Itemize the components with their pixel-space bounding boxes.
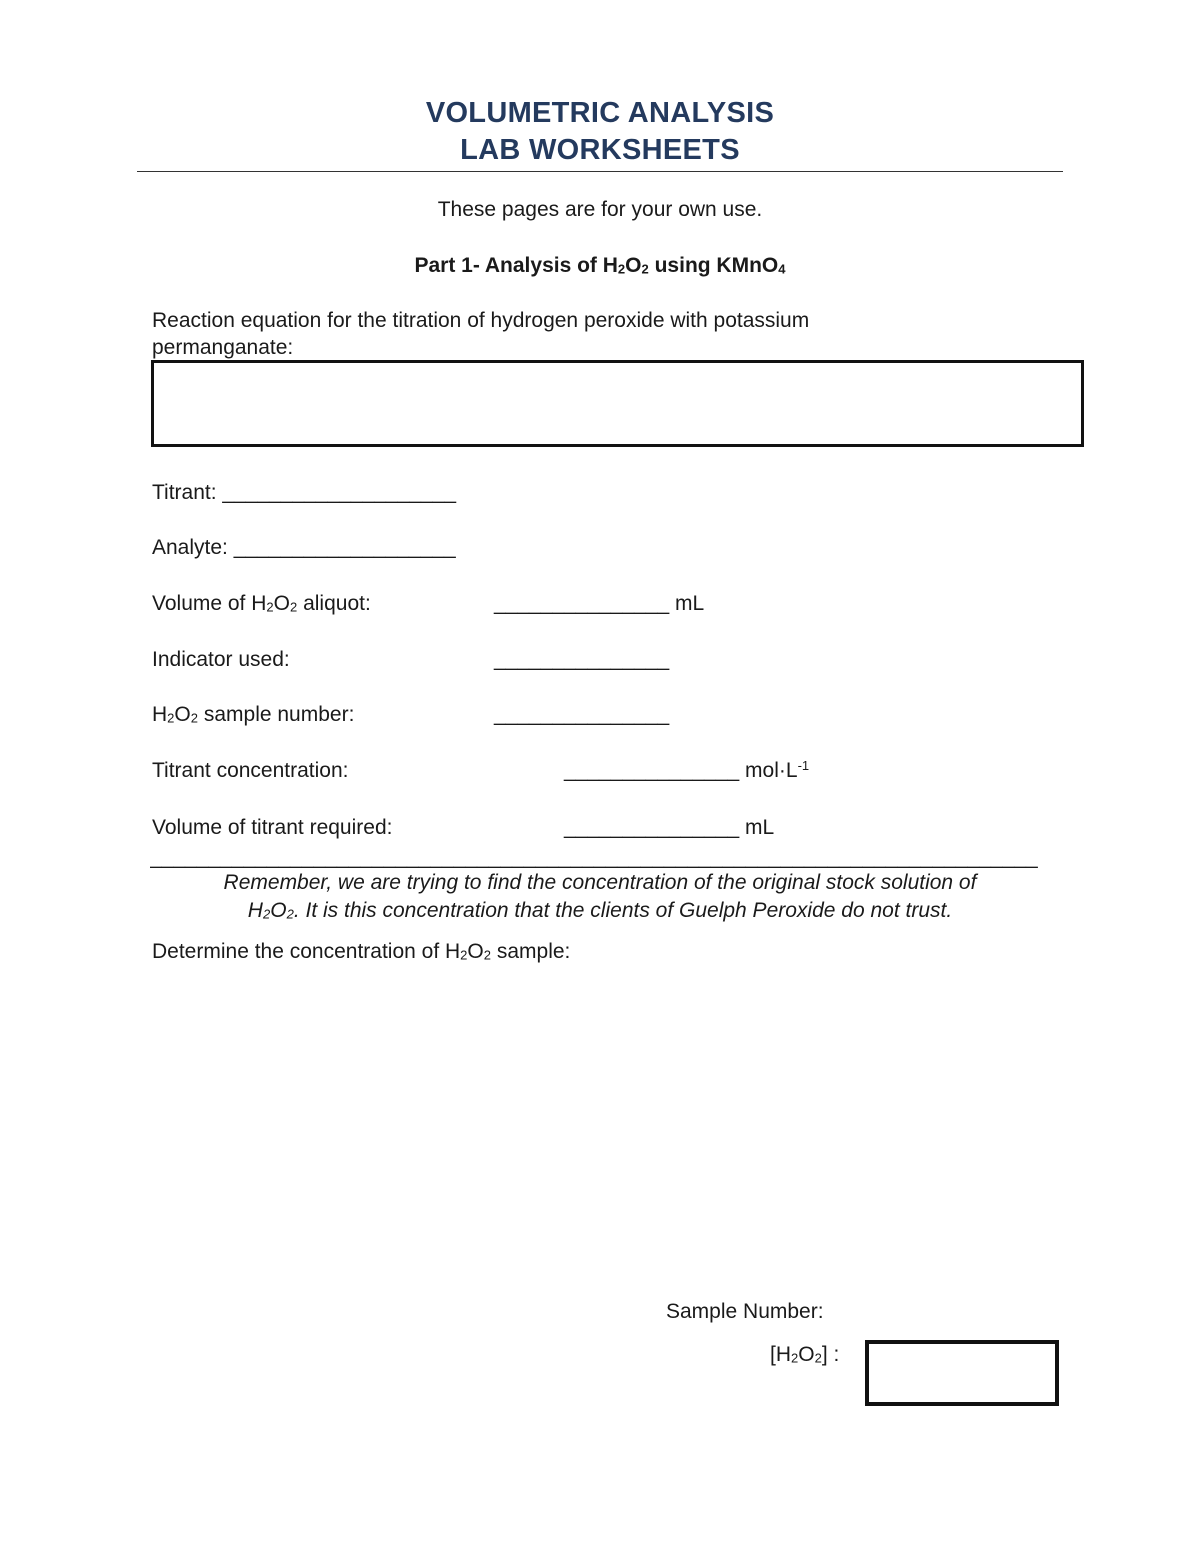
titrant-conc-label: Titrant concentration: (152, 759, 349, 782)
reaction-prompt-line1: Reaction equation for the titration of hydrogen peroxide with potassium (152, 309, 810, 332)
titrant-volume-blank[interactable]: _______________ (564, 816, 740, 839)
remember-note-line2: $H_2O_2$. It is this concentration that the clients of Guelph Peroxide do not trust. (247, 899, 953, 922)
analyte-blank[interactable]: ___________________ (233, 536, 456, 559)
titrant-volume-label: Volume of titrant required: (152, 816, 393, 839)
titrant-conc-unit: $mol\cdot L^{-1}$ (745, 757, 810, 782)
part1-heading: Part 1- Analysis of $H_2O_2$ using KMnO$_4$ (414, 254, 786, 277)
volume-aliquot-unit: mL (675, 592, 705, 615)
indicator-blank[interactable]: _______________ (494, 648, 670, 671)
analyte-field (152, 536, 456, 560)
volume-aliquot-label: Volume of $H_2O_2$ aliquot: (152, 592, 371, 615)
determine-prompt: Determine the concentration of $H_2O_2$ sample: (152, 940, 571, 963)
title-rule (137, 171, 1063, 172)
reaction-equation-box[interactable] (151, 360, 1084, 447)
result-answer-box[interactable] (865, 1340, 1059, 1406)
intro-text: These pages are for your own use. (437, 198, 763, 221)
volume-aliquot-blank[interactable]: _______________ (494, 592, 670, 615)
section-divider: ____________________________________________________________________________ (150, 846, 1038, 869)
result-sample-number-label: Sample Number: (666, 1300, 824, 1323)
sample-number-label: $H_2O_2$ sample number: (152, 703, 355, 726)
remember-note-line1: Remember, we are trying to find the concentration of the original stock solution of (223, 871, 977, 894)
titrant-volume-field (564, 816, 774, 840)
indicator-label: Indicator used: (152, 648, 290, 671)
result-conc-label: $[H_2O_2]$ : (770, 1343, 840, 1366)
titrant-field (152, 481, 456, 505)
analyte-label: Analyte: (152, 536, 228, 559)
sample-number-blank[interactable]: _______________ (494, 703, 670, 726)
volume-aliquot-field (494, 592, 704, 616)
titrant-blank[interactable]: ____________________ (222, 481, 457, 504)
titrant-label: Titrant: (152, 481, 217, 504)
page-title-line1: VOLUMETRIC ANALYSIS (425, 97, 775, 129)
reaction-prompt-line2: permanganate: (152, 336, 294, 359)
page-title-line2: LAB WORKSHEETS (460, 134, 740, 166)
titrant-conc-blank[interactable]: _______________ (564, 759, 740, 782)
titrant-conc-field (564, 759, 809, 783)
titrant-volume-unit: mL (745, 816, 775, 839)
